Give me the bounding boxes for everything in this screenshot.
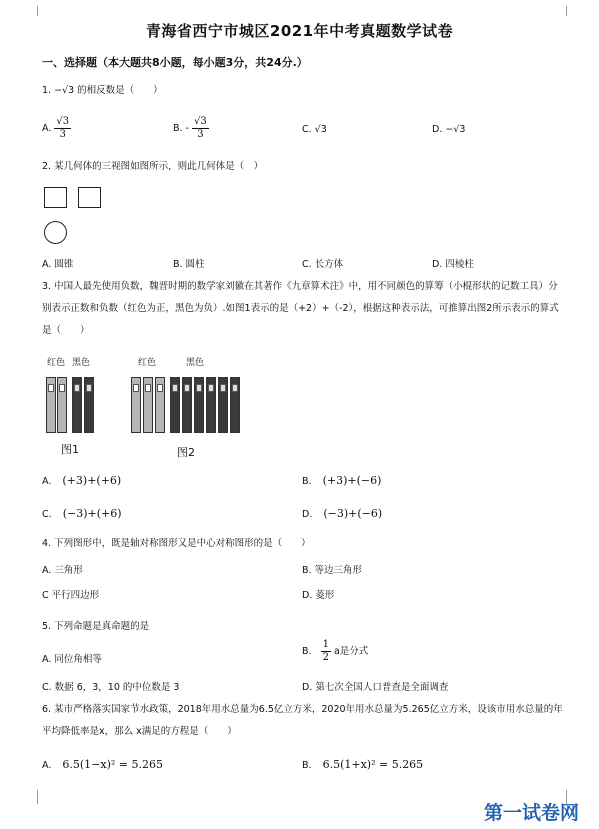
q3-option-b-label: B.: [302, 476, 312, 487]
fig2-red-label: 红色: [138, 358, 157, 368]
top-view-circle: [44, 221, 67, 244]
counting-rod-red: [46, 377, 56, 433]
counting-rod-red: [155, 377, 165, 433]
question-5-stem: 5. 下列命题是真命题的是: [42, 621, 150, 632]
counting-rod-black: [72, 377, 82, 433]
counting-rod-black: [182, 377, 192, 433]
site-watermark: 第一试卷网: [484, 802, 580, 824]
corner-mark-top-right: [566, 6, 577, 16]
counting-rod-black: [218, 377, 228, 433]
q1-option-b-fraction: $\frac{√3}{3}$: [194, 116, 207, 140]
q5-option-d[interactable]: D. 第七次全国人口普查是全面调查: [302, 682, 449, 693]
q3-option-b-expr: (+3)+(−6): [322, 474, 382, 487]
q3-option-a[interactable]: [42, 474, 121, 487]
q5-option-b-label: B.: [302, 646, 312, 657]
q1-option-a[interactable]: [42, 116, 71, 141]
question-6-stem: 6. 某市严格落实国家节水政策，2018年用水总量为6.5亿立方米，2020年用水总量为5.265亿立方米，设该市用水总量的年平均降低率是x，那么 x满足的方程是（ ）: [42, 704, 563, 737]
q2-option-d[interactable]: D. 四棱柱: [432, 259, 474, 270]
q1-option-a-fraction: $\frac{√3}{3}$: [56, 116, 70, 140]
fig1-black-label: 黑色: [72, 358, 91, 368]
q3-option-a-expr: (+3)+(+6): [62, 474, 122, 487]
corner-mark-bottom-left: [27, 790, 38, 804]
q5-option-c[interactable]: C. 数据 6，3，10 的中位数是 3: [42, 682, 180, 693]
q2-option-c[interactable]: C. 长方体: [302, 259, 344, 270]
q5-option-a[interactable]: A. 同位角相等: [42, 654, 102, 665]
q1-option-d[interactable]: D. −√3: [432, 124, 466, 135]
q6-option-b-label: B.: [302, 760, 312, 771]
q3-option-c-label: C.: [42, 509, 52, 520]
q6-option-b[interactable]: [302, 758, 423, 771]
q3-option-c[interactable]: [42, 507, 122, 520]
q4-option-a[interactable]: A. 三角形: [42, 565, 83, 576]
question-3-stem: 3. 中国人最先使用负数，魏晋时期的数学家刘徽在其著作《九章算术注》中，用不同颜色的算筹（小棍形状的记数工具）分别表示正数和负数（红色为正，黑色为负）.如图1表示的是（+2）+（-2），根据这种表示法，可推算出图2所示表示的算式是（ ）: [42, 281, 559, 336]
q1-option-a-label: A.: [42, 123, 52, 134]
q1-option-b-label: B. -: [173, 123, 189, 134]
section-heading: 一、选择题（本大题共8小题，每小题3分，共24分.）: [42, 56, 308, 69]
q3-option-a-label: A.: [42, 476, 52, 487]
q4-option-c[interactable]: C 平行四边形: [42, 590, 100, 601]
counting-rod-red: [131, 377, 141, 433]
q4-option-d[interactable]: D. 菱形: [302, 590, 335, 601]
counting-rod-red: [57, 377, 67, 433]
counting-rod-red: [143, 377, 153, 433]
q2-option-a[interactable]: A. 圆锥: [42, 259, 74, 270]
corner-mark-top-left: [27, 6, 38, 16]
counting-rod-black: [84, 377, 94, 433]
q6-option-a-expr: 6.5(1−x)² = 5.265: [62, 758, 163, 771]
q3-option-d-label: D.: [302, 509, 313, 520]
q6-option-a[interactable]: [42, 758, 163, 771]
counting-rod-black: [230, 377, 240, 433]
q1-option-b[interactable]: [173, 116, 209, 141]
counting-rod-black: [206, 377, 216, 433]
fig2-caption: 图2: [177, 446, 195, 459]
question-2-stem: 2. 某几何体的三视图如图所示，则此几何体是（ ）: [42, 161, 264, 172]
fig1-caption: 图1: [61, 443, 79, 456]
fig2-black-label: 黑色: [186, 358, 205, 368]
q3-option-b[interactable]: [302, 474, 381, 487]
question-1-stem: 1. −√3 的相反数是（ ）: [42, 85, 163, 96]
page-title: 青海省西宁市城区2021年中考真题数学试卷: [145, 22, 454, 40]
q3-option-c-expr: (−3)+(+6): [62, 507, 122, 520]
counting-rod-black: [170, 377, 180, 433]
q3-option-d[interactable]: [302, 507, 382, 520]
q1-option-c[interactable]: C. √3: [302, 124, 327, 135]
q5-option-b-text: a是分式: [333, 646, 369, 657]
front-view-square: [44, 187, 67, 208]
q3-option-d-expr: (−3)+(−6): [323, 507, 383, 520]
counting-rod-black: [194, 377, 204, 433]
question-4-stem: 4. 下列图形中，既是轴对称图形又是中心对称图形的是（ ）: [42, 538, 311, 549]
fig1-red-label: 红色: [47, 358, 66, 368]
q4-option-b[interactable]: B. 等边三角形: [302, 565, 363, 576]
side-view-square: [78, 187, 101, 208]
q5-option-b[interactable]: [302, 639, 368, 664]
q5-option-b-fraction: $\frac{1}{2}$: [322, 639, 329, 663]
q6-option-b-expr: 6.5(1+x)² = 5.265: [322, 758, 424, 771]
q6-option-a-label: A.: [42, 760, 52, 771]
q2-option-b[interactable]: B. 圆柱: [173, 259, 205, 270]
